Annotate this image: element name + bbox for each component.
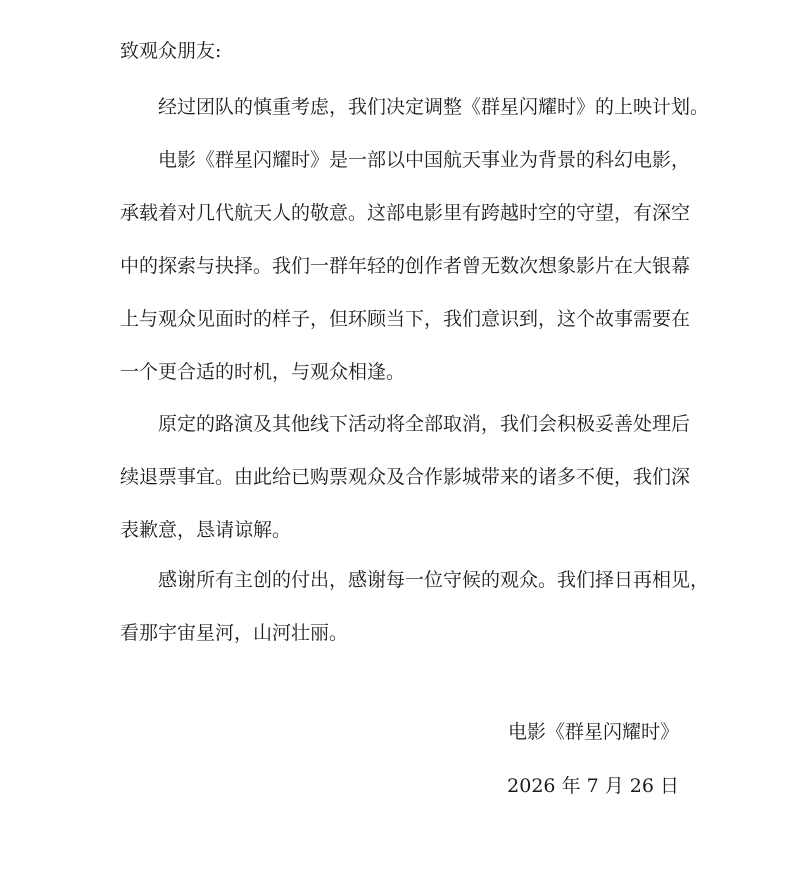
paragraph-film-description <box>120 134 700 399</box>
paragraph-line: 上与观众见面时的样子，但环顾当下，我们意识到，这个故事需要在 <box>120 308 691 330</box>
paragraph-line: 感谢所有主创的付出，感谢每一位守候的观众。我们择日再相见， <box>158 569 710 591</box>
paragraph-line: 电影《群星闪耀时》是一部以中国航天事业为背景的科幻电影， <box>158 149 691 171</box>
paragraph-line: 经过团队的慎重考虑，我们决定调整《群星闪耀时》的上映计划。 <box>158 96 710 118</box>
paragraph-line: 续退票事宜。由此给已购票观众及合作影城带来的诸多不便，我们深 <box>120 466 691 488</box>
paragraph-line: 一个更合适的时机，与观众相逢。 <box>120 361 406 383</box>
letter-date: 2026 年 7 月 26 日 <box>507 775 679 797</box>
paragraph-line: 承载着对几代航天人的敬意。这部电影里有跨越时空的守望，有深空 <box>120 202 691 224</box>
paragraph-line: 表歉意，恳请谅解。 <box>120 519 292 541</box>
paragraph-schedule-change <box>120 81 710 134</box>
paragraph-line: 原定的路演及其他线下活动将全部取消，我们会积极妥善处理后 <box>158 413 691 435</box>
letter-greeting: 致观众朋友: <box>120 40 222 62</box>
paragraph-refund-notice <box>120 398 700 557</box>
paragraph-line: 中的探索与抉择。我们一群年轻的创作者曾无数次想象影片在大银幕 <box>120 255 691 277</box>
paragraph-thanks <box>120 554 710 660</box>
letter-signature: 电影《群星闪耀时》 <box>507 721 679 743</box>
paragraph-line: 看那宇宙星河，山河壮丽。 <box>120 622 349 644</box>
